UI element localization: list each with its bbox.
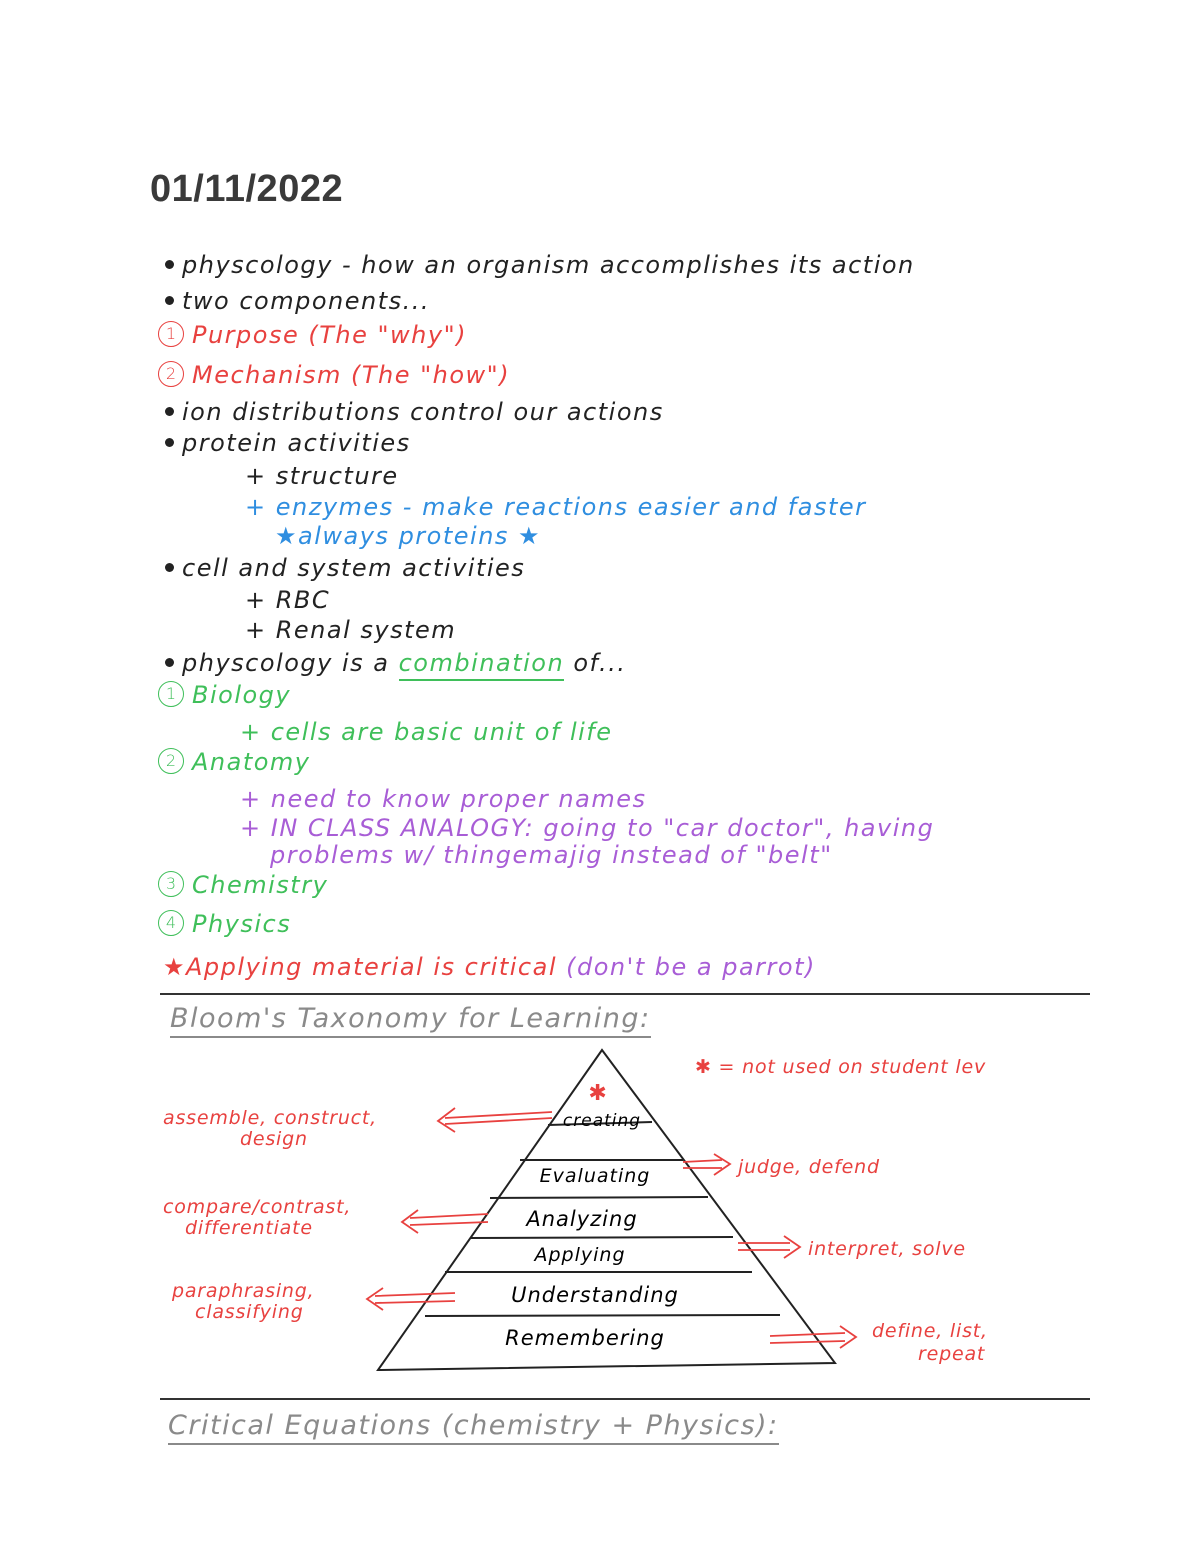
section-divider (160, 1398, 1090, 1400)
note-line-rbc: + RBC (245, 586, 331, 614)
note-text: physcology - how an organism accomplishes its action (182, 251, 915, 279)
note-text: two components... (182, 287, 431, 315)
note-text: Physics (192, 910, 292, 938)
label-creating-1: assemble, construct, (163, 1107, 377, 1129)
level-creating: creating (562, 1111, 642, 1131)
page-date: 01/11/2022 (150, 168, 344, 210)
circled-number: 1 (158, 321, 184, 347)
level-remembering: Remembering (505, 1326, 665, 1350)
note-text: cell and system activities (182, 554, 526, 582)
note-text: protein activities (182, 429, 411, 457)
label-remembering-2: repeat (918, 1343, 986, 1365)
label-creating-2: design (240, 1128, 308, 1150)
level-analyzing: Analyzing (526, 1207, 638, 1231)
note-line-names: + need to know proper names (240, 785, 647, 813)
note-line-cells: + cells are basic unit of life (240, 718, 613, 746)
bloom-heading: Bloom's Taxonomy for Learning: (170, 1005, 651, 1038)
note-line-always-proteins: ★always proteins ★ (275, 522, 542, 550)
note-text: Biology (192, 681, 292, 709)
arrowhead-icon (784, 1236, 800, 1258)
pyramid-divider (470, 1237, 733, 1238)
level-evaluating: Evaluating (539, 1165, 651, 1187)
arrow-right-icon (770, 1333, 845, 1343)
note-line-structure: + structure (245, 462, 399, 490)
note-text: physcology is a (182, 649, 390, 677)
label-evaluating: judge, defend (738, 1156, 880, 1178)
note-line-enzymes: + enzymes - make reactions easier and faster (245, 493, 867, 521)
note-text: Mechanism (The "how") (192, 361, 511, 389)
arrow-left-icon (375, 1293, 455, 1303)
label-understanding-1: paraphrasing, (172, 1280, 315, 1302)
arrowhead-icon (402, 1210, 418, 1233)
level-understanding: Understanding (511, 1283, 679, 1307)
label-analyzing-2: differentiate (185, 1217, 313, 1239)
label-applying: interpret, solve (808, 1238, 966, 1260)
note-line-analogy-cont: problems w/ thingemajig instead of "belt" (270, 841, 833, 869)
note-text: ★Applying material is critical (163, 953, 557, 981)
label-analyzing-1: compare/contrast, (163, 1196, 352, 1218)
note-text: Chemistry (192, 871, 329, 899)
note-line-renal: + Renal system (245, 616, 457, 644)
note-text: Purpose (The "why") (192, 321, 467, 349)
circled-number: 4 (158, 910, 184, 936)
label-understanding-2: classifying (195, 1301, 304, 1323)
arrowhead-icon (840, 1326, 856, 1348)
note-text-combination: combination (399, 649, 565, 681)
note-text: ion distributions control our actions (182, 398, 664, 426)
level-applying: Applying (534, 1244, 626, 1266)
asterisk-icon: ✱ (588, 1081, 608, 1106)
note-line-analogy: + IN CLASS ANALOGY: going to "car doctor", having (240, 814, 935, 842)
note-text: of... (573, 649, 627, 677)
circled-number: 3 (158, 871, 184, 897)
circled-number: 2 (158, 361, 184, 387)
pyramid-divider (425, 1315, 780, 1316)
circled-number: 2 (158, 748, 184, 774)
circled-number: 1 (158, 681, 184, 707)
arrowhead-icon (438, 1108, 455, 1132)
arrow-left-icon (410, 1214, 488, 1225)
equations-heading: Critical Equations (chemistry + Physics): (168, 1412, 779, 1445)
arrow-left-icon (445, 1112, 552, 1124)
label-remembering-1: define, list, (872, 1320, 988, 1342)
pyramid-divider (490, 1197, 708, 1198)
arrowhead-icon (714, 1154, 730, 1175)
note-text: (don't be a parrot) (566, 953, 816, 981)
arrowhead-icon (367, 1288, 383, 1310)
note-text: Anatomy (192, 748, 311, 776)
legend-note: ✱ = not used on student lev (695, 1056, 986, 1078)
